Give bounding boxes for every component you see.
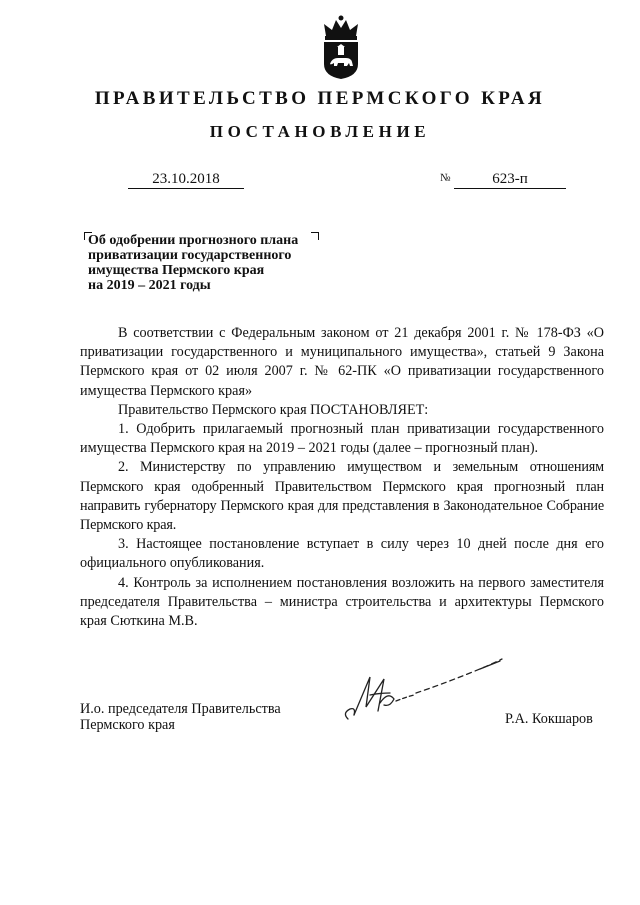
body-paragraph-item-4: 4. Контроль за исполнением постановления возложить на первого заместителя председателя Правительства – министра строительства и архитектуры Пермского края Сюткина М.В. [80,574,604,630]
coat-of-arms-icon [318,14,364,80]
document-subject [88,233,318,293]
government-title: ПРАВИТЕЛЬСТВО ПЕРМСКОГО КРАЯ [94,88,546,109]
document-number: 623-п [454,170,566,189]
signatory-position [80,701,281,733]
document-type: ПОСТАНОВЛЕНИЕ [209,122,431,141]
signatory-position-line: И.о. председателя Правительства [80,701,281,717]
body-paragraph-preamble: В соответствии с Федеральным законом от 21 декабря 2001 г. № 178-ФЗ «О приватизации государственного и муниципального имущества», статьей 9 Закона Пермского края от 02 июля 2007 г. № 62-ПК «О приватизации государственного имущества Пермского края» [80,325,604,399]
signatory-position-line: Пермского края [80,717,175,733]
body-paragraph-item-3: 3. Настоящее постановление вступает в силу через 10 дней после дня его официального опубликования. [80,536,604,572]
subject-line: имущества Пермского края [88,263,265,278]
body-paragraph-resolves: Правительство Пермского края ПОСТАНОВЛЯЕТ: [118,401,429,418]
body-paragraph-item-1: 1. Одобрить прилагаемый прогнозный план приватизации государственного имущества Пермского края на 2019 – 2021 годы (далее – прогнозный план). [80,421,604,457]
subject-line: приватизации государственного [88,248,292,263]
body-paragraph-item-2: 2. Министерству по управлению имуществом и земельным отношениям Пермского края одобренный Правительством Пермского края прогнозный план направить губернатору Пермского края для представления в Законодательное Собрание Пермского края. [80,459,604,534]
number-label: № [440,172,451,184]
document-date: 23.10.2018 [128,170,244,189]
subject-line: на 2019 – 2021 годы [88,278,211,293]
handwritten-signature-icon [340,655,510,735]
document-body [80,324,604,631]
subject-line: Об одобрении прогнозного плана [88,233,299,248]
signatory-name: Р.А. Кокшаров [505,711,593,727]
